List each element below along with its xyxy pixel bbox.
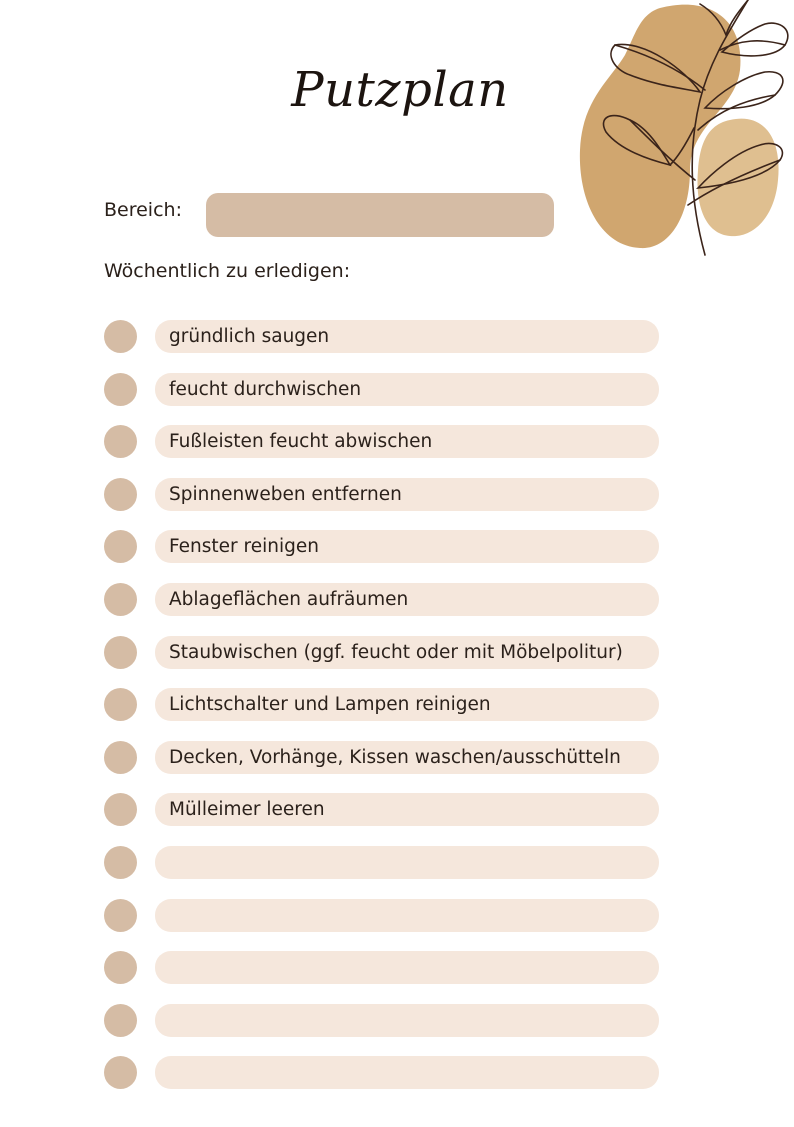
task-checkbox[interactable]: [104, 793, 137, 826]
task-row: [104, 688, 664, 722]
task-checkbox[interactable]: [104, 636, 137, 669]
task-label[interactable]: Fenster reinigen: [155, 530, 659, 563]
task-checkbox[interactable]: [104, 425, 137, 458]
task-row: [104, 373, 664, 407]
task-checkbox[interactable]: [104, 478, 137, 511]
task-row: [104, 741, 664, 775]
task-row: [104, 793, 664, 827]
task-label[interactable]: [155, 1004, 659, 1037]
task-checkbox[interactable]: [104, 530, 137, 563]
task-row: [104, 846, 664, 880]
task-label[interactable]: [155, 951, 659, 984]
task-label[interactable]: gründlich saugen: [155, 320, 659, 353]
task-checkbox[interactable]: [104, 1004, 137, 1037]
task-label[interactable]: Ablageflächen aufräumen: [155, 583, 659, 616]
task-label[interactable]: Decken, Vorhänge, Kissen waschen/ausschütteln: [155, 741, 659, 774]
task-checkbox[interactable]: [104, 741, 137, 774]
task-label[interactable]: Spinnenweben entfernen: [155, 478, 659, 511]
task-label[interactable]: Staubwischen (ggf. feucht oder mit Möbelpolitur): [155, 636, 659, 669]
task-label[interactable]: [155, 846, 659, 879]
task-row: [104, 425, 664, 459]
page-title: Putzplan: [291, 62, 509, 118]
task-label[interactable]: [155, 899, 659, 932]
task-label[interactable]: Fußleisten feucht abwischen: [155, 425, 659, 458]
task-list: [104, 320, 664, 1109]
task-checkbox[interactable]: [104, 373, 137, 406]
task-checkbox[interactable]: [104, 320, 137, 353]
weekly-section-heading: Wöchentlich zu erledigen:: [104, 260, 351, 282]
task-checkbox[interactable]: [104, 1056, 137, 1089]
task-row: [104, 636, 664, 670]
task-checkbox[interactable]: [104, 688, 137, 721]
task-row: [104, 320, 664, 354]
task-checkbox[interactable]: [104, 583, 137, 616]
task-row: [104, 1004, 664, 1038]
task-label[interactable]: [155, 1056, 659, 1089]
task-label[interactable]: feucht durchwischen: [155, 373, 659, 406]
task-label[interactable]: Lichtschalter und Lampen reinigen: [155, 688, 659, 721]
task-checkbox[interactable]: [104, 899, 137, 932]
task-label[interactable]: Mülleimer leeren: [155, 793, 659, 826]
task-row: [104, 478, 664, 512]
task-row: [104, 530, 664, 564]
bereich-label: Bereich:: [104, 199, 182, 221]
task-row: [104, 899, 664, 933]
task-row: [104, 951, 664, 985]
leaf-branch-illustration: [570, 0, 794, 260]
task-row: [104, 1056, 664, 1090]
bereich-input[interactable]: [206, 193, 554, 237]
task-checkbox[interactable]: [104, 951, 137, 984]
task-row: [104, 583, 664, 617]
task-checkbox[interactable]: [104, 846, 137, 879]
